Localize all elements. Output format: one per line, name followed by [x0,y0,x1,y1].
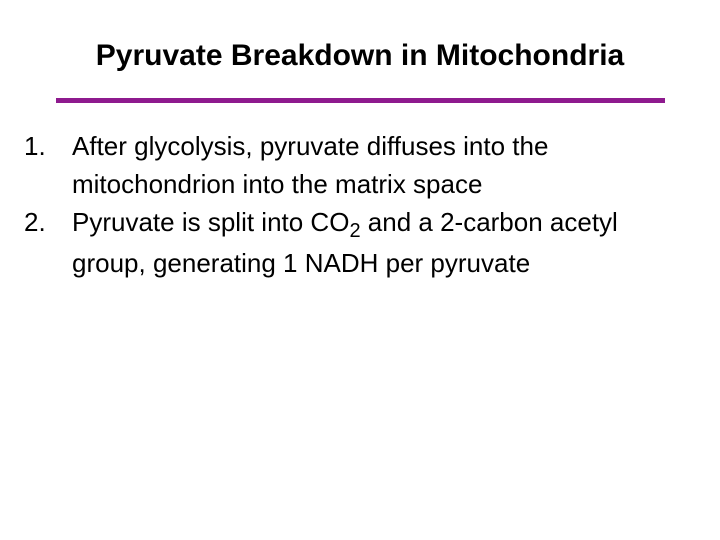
subscript: 2 [349,220,361,242]
list-number: 1. [24,131,46,161]
numbered-list [24,127,684,282]
list-item-text-after: and a 2-carbon acetyl group, generating 1 NADH per pyruvate [72,207,618,278]
slide-title: Pyruvate Breakdown in Mitochondria [95,39,625,72]
list-item-1 [24,127,684,203]
list-item-text: After glycolysis, pyruvate diffuses into the mitochondrion into the matrix space [72,131,549,199]
list-item-text-before: Pyruvate is split into CO [72,207,350,237]
list-item-2 [24,203,684,282]
list-number: 2. [24,207,46,237]
title-divider [56,98,665,103]
